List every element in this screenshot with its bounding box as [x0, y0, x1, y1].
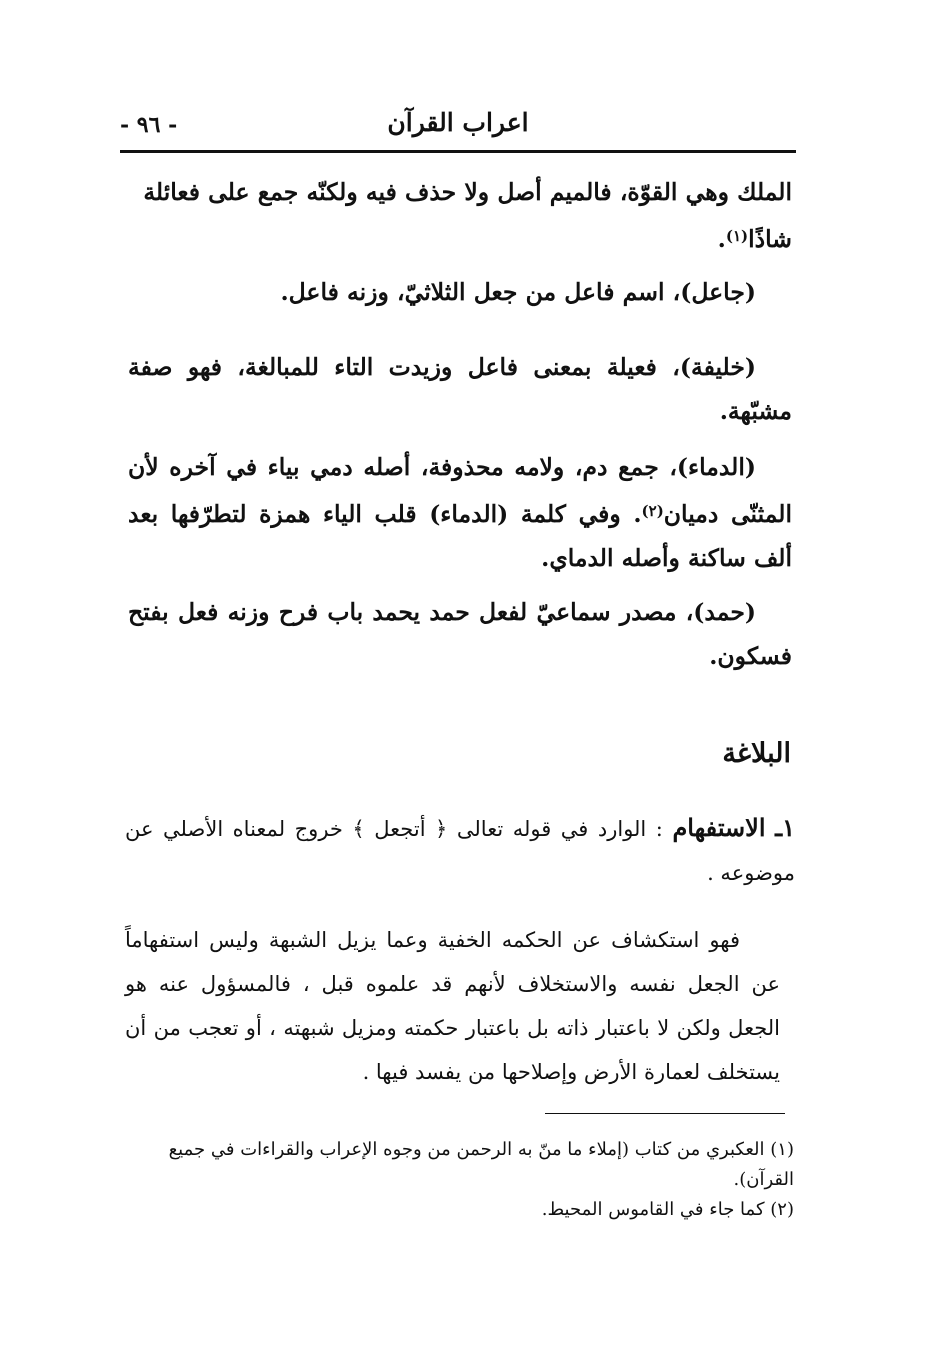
- paragraph-text: الملك وهي القوّة، فالميم أصل ولا حذف فيه ولكنّه جمع على فعائلة: [143, 178, 792, 206]
- footnote-1: [130, 1135, 794, 1195]
- paragraph-text: (حمد)، مصدر سماعيّ لفعل حمد يحمد باب فرح وزنه فعل بفتح فسكون.: [128, 598, 792, 670]
- balagha-explanation: [125, 918, 780, 1094]
- page-header: [120, 100, 796, 153]
- footnotes: [130, 1135, 794, 1225]
- item-text: : الوارد في قوله تعالى ﴿ أتجعل ﴾ خروج لمعناه الأصلي عن موضوعه .: [125, 817, 795, 885]
- paragraph-text: (خليفة)، فعيلة بمعنى فاعل وزيدت التاء للمبالغة، فهو صفة مشبّهة.: [128, 353, 792, 425]
- footnote-text: العكبري من كتاب (إملاء ما منّ به الرحمن من وجوه الإعراب والقراءات في جميع القرآن).: [168, 1139, 794, 1190]
- running-title: اعراب القرآن: [387, 108, 529, 137]
- footnote-text: كما جاء في القاموس المحيط.: [541, 1199, 765, 1220]
- footnote-2: [130, 1195, 794, 1225]
- paragraph-text: شاذًا: [748, 225, 792, 253]
- paragraph-dimaa: [128, 445, 792, 580]
- item-term: الاستفهام: [672, 813, 766, 842]
- section-heading-balagha: البلاغة: [722, 738, 791, 769]
- paragraph-almalik: [128, 170, 792, 261]
- paragraph-text: .: [717, 225, 726, 253]
- paragraph-text: (الدماء)، جمع دم، ولامه محذوفة، أصله دمي بياء في آخره لأن المثنّى دميان: [128, 453, 792, 528]
- footnote-marker: (١): [725, 227, 749, 245]
- footnote-number: (١): [770, 1139, 794, 1160]
- paragraph-hamd: [128, 590, 792, 678]
- paragraph-jaail: [128, 270, 792, 314]
- footnote-marker: (٢): [641, 502, 664, 520]
- paragraph-text: . وفي كلمة (الدماء) قلب الياء همزة لتطرّفها بعد ألف ساكنة وأصله الدماي.: [128, 500, 792, 572]
- footnote-separator: [545, 1113, 785, 1114]
- paragraph-text: (جاعل)، اسم فاعل من جعل الثلاثيّ، وزنه فاعل.: [280, 278, 756, 306]
- page-number: - ٩٦ -: [120, 112, 178, 138]
- explanation-text: فهو استكشاف عن الحكمه الخفية وعما يزيل الشبهة وليس استفهاماً عن الجعل نفسه والاستخلاف لأنهم قد علموه قبل ، فالمسؤول عنه هو الجعل ولكن لا باعتبار ذاته بل باعتبار حكمته ومزيل شبهته ، أو تعجب من أن يستخلف لعمارة الأرض وإصلاحها من يفسد فيها .: [125, 928, 780, 1084]
- balagha-item-istifham: [125, 806, 795, 895]
- footnote-number: (٢): [770, 1199, 794, 1220]
- paragraph-khalifa: [128, 345, 792, 433]
- item-number: ١ـ: [775, 813, 795, 842]
